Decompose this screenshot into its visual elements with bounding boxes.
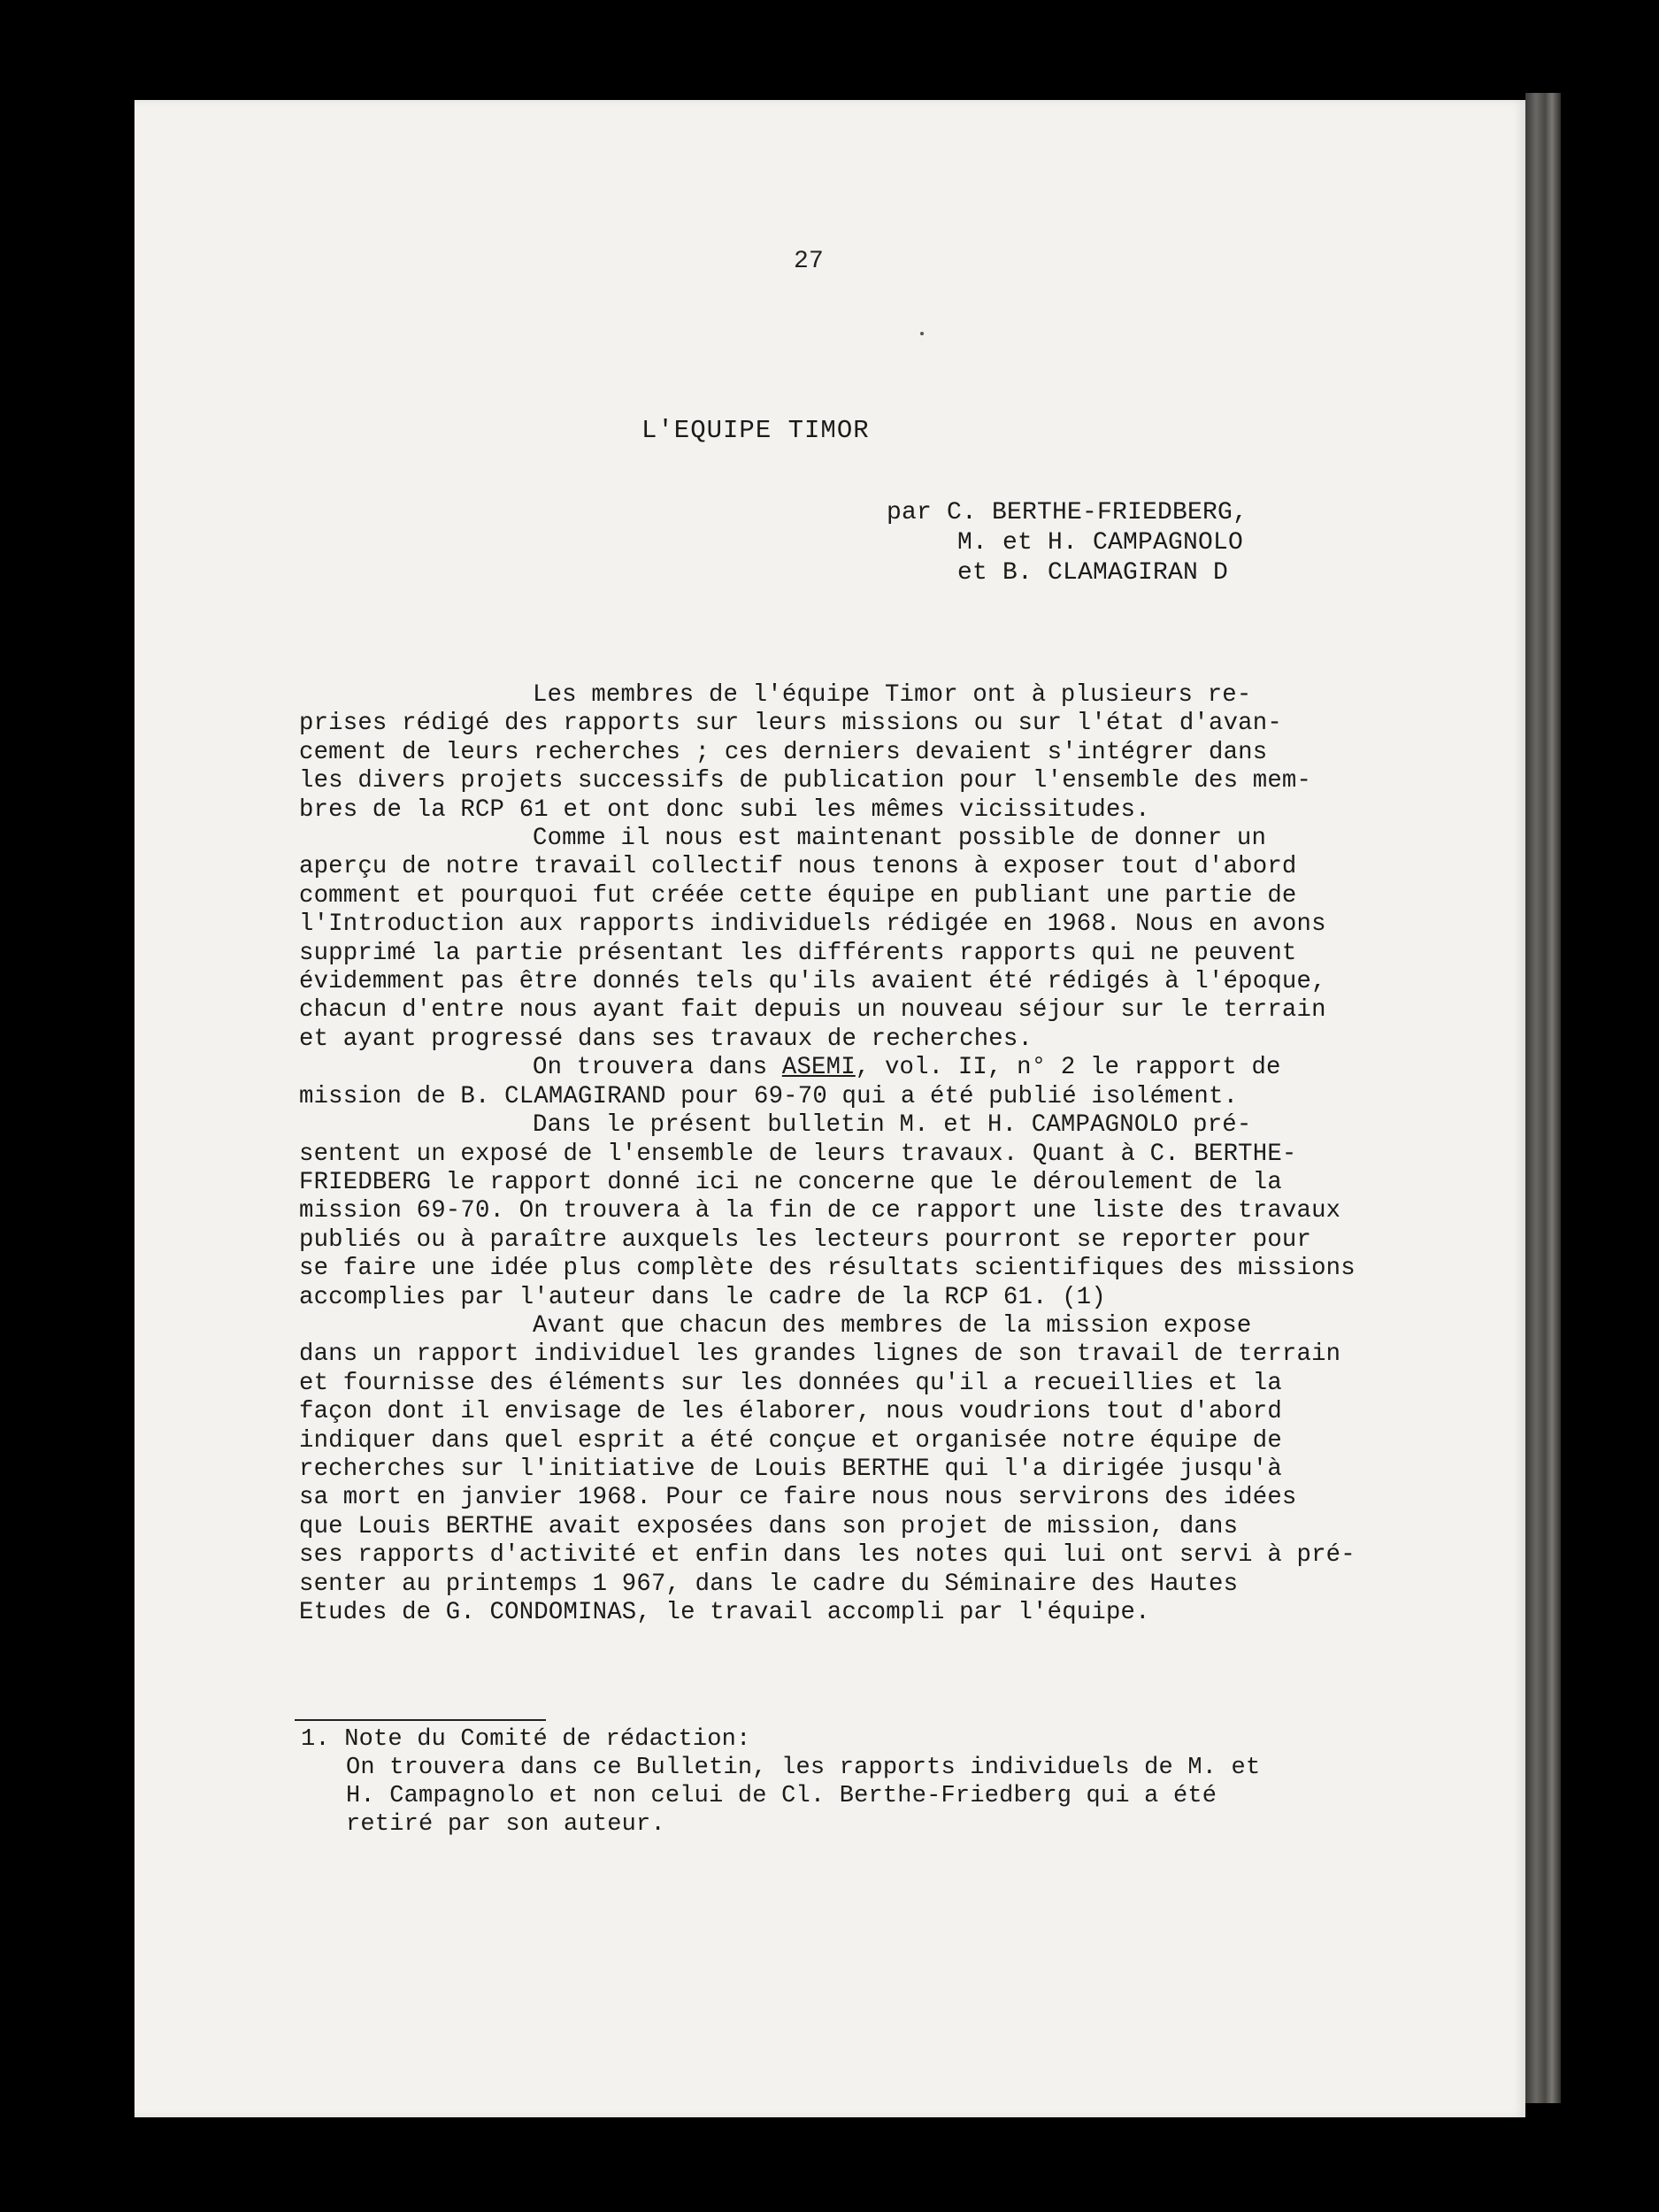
paragraph-1-line-4: les divers projets successifs de publication pour l'ensemble des mem- xyxy=(299,767,1312,795)
paragraph-3-pre: On trouvera dans xyxy=(533,1054,782,1082)
paragraph-5-line-9: ses rapports d'activité et enfin dans les notes qui lui ont servi à pré- xyxy=(299,1541,1356,1570)
paragraph-1-line-5: bres de la RCP 61 et ont donc subi les mêmes vicissitudes. xyxy=(299,795,1150,824)
paragraph-5-line-7: sa mort en janvier 1968. Pour ce faire nous nous servirons des idées xyxy=(299,1484,1297,1512)
paragraph-3-line-1 xyxy=(299,1054,1361,1082)
page-stack-edge xyxy=(1525,93,1561,2103)
paragraph-2-line-4: l'Introduction aux rapports individuels rédigée en 1968. Nous en avons xyxy=(299,910,1326,939)
footnote-line-3: retiré par son auteur. xyxy=(346,1811,665,1838)
paragraph-4-line-1: Dans le présent bulletin M. et H. CAMPAGNOLO pré- xyxy=(533,1111,1252,1140)
paragraph-5-line-3: et fournisse des éléments sur les données qu'il a recueillies et la xyxy=(299,1369,1282,1397)
paragraph-2-line-5: supprimé la partie présentant les différents rapports qui ne peuvent xyxy=(299,939,1297,967)
paper-speck xyxy=(920,332,924,335)
paragraph-4-line-4: mission 69-70. On trouvera à la fin de ce rapport une liste des travaux xyxy=(299,1197,1341,1225)
footnote-line-2: H. Campagnolo et non celui de Cl. Berthe-Friedberg qui a été xyxy=(346,1783,1217,1809)
paragraph-4-line-7: accomplies par l'auteur dans le cadre de la RCP 61. (1) xyxy=(299,1283,1106,1311)
author-block xyxy=(887,498,1248,588)
author-line-2: M. et H. CAMPAGNOLO xyxy=(957,529,1244,557)
paragraph-5-line-5: indiquer dans quel esprit a été conçue et organisée notre équipe de xyxy=(299,1426,1282,1455)
paragraph-2-line-6: évidemment pas être donnés tels qu'ils avaient été rédigés à l'époque, xyxy=(299,968,1326,996)
body-text xyxy=(299,681,1361,1627)
asemi-reference: ASEMI xyxy=(781,1054,856,1082)
footnote-line-1: On trouvera dans ce Bulletin, les rapports individuels de M. et xyxy=(346,1755,1261,1781)
paragraph-4-line-6: se faire une idée plus complète des résultats scientifiques des missions xyxy=(299,1255,1356,1283)
paragraph-2-line-8: et ayant progressé dans ses travaux de recherches. xyxy=(299,1025,1033,1053)
paragraph-3-post: , vol. II, n° 2 le rapport de xyxy=(855,1054,1281,1082)
paragraph-4-line-2: sentent un exposé de l'ensemble de leurs travaux. Quant à C. BERTHE- xyxy=(299,1140,1297,1168)
paragraph-5-line-6: recherches sur l'initiative de Louis BERTHE qui l'a dirigée jusqu'à xyxy=(299,1455,1282,1483)
footnote-label: 1. Note du Comité de rédaction: xyxy=(301,1726,751,1753)
page-title: L'EQUIPE TIMOR xyxy=(641,416,870,445)
author-line-1: par C. BERTHE-FRIEDBERG, xyxy=(887,499,1248,526)
paragraph-5-line-4: façon dont il envisage de les élaborer, nous voudrions tout d'abord xyxy=(299,1398,1282,1426)
paragraph-2-line-7: chacun d'entre nous ayant fait depuis un nouveau séjour sur le terrain xyxy=(299,996,1326,1025)
footnote-rule xyxy=(295,1719,546,1721)
paragraph-4-line-3: FRIEDBERG le rapport donné ici ne concerne que le déroulement de la xyxy=(299,1168,1282,1196)
paragraph-1-line-1: Les membres de l'équipe Timor ont à plusieurs re- xyxy=(533,681,1252,709)
paragraph-5-line-1: Avant que chacun des membres de la mission expose xyxy=(533,1311,1252,1340)
paragraph-1-line-3: cement de leurs recherches ; ces derniers devaient s'intégrer dans xyxy=(299,738,1268,766)
paragraph-3-line-2: mission de B. CLAMAGIRAND pour 69-70 qui a été publié isolément. xyxy=(299,1082,1239,1110)
paragraph-4-line-5: publiés ou à paraître auxquels les lecteurs pourront se reporter pour xyxy=(299,1225,1312,1254)
footnote xyxy=(301,1725,1260,1839)
paragraph-2-line-2: aperçu de notre travail collectif nous tenons à exposer tout d'abord xyxy=(299,853,1297,881)
author-line-3: et B. CLAMAGIRAN D xyxy=(957,559,1229,587)
page-number: 27 xyxy=(794,248,825,275)
paragraph-5-line-8: que Louis BERTHE avait exposées dans son projet de mission, dans xyxy=(299,1512,1239,1540)
paragraph-5-line-11: Etudes de G. CONDOMINAS, le travail accompli par l'équipe. xyxy=(299,1599,1150,1626)
paragraph-2-line-1: Comme il nous est maintenant possible de donner un xyxy=(533,825,1267,853)
paragraph-1-line-2: prises rédigé des rapports sur leurs missions ou sur l'état d'avan- xyxy=(299,710,1282,738)
paragraph-5-line-10: senter au printemps 1 967, dans le cadre du Séminaire des Hautes xyxy=(299,1570,1239,1598)
paragraph-5-line-2: dans un rapport individuel les grandes lignes de son travail de terrain xyxy=(299,1340,1341,1369)
paragraph-2-line-3: comment et pourquoi fut créée cette équipe en publiant une partie de xyxy=(299,881,1297,910)
